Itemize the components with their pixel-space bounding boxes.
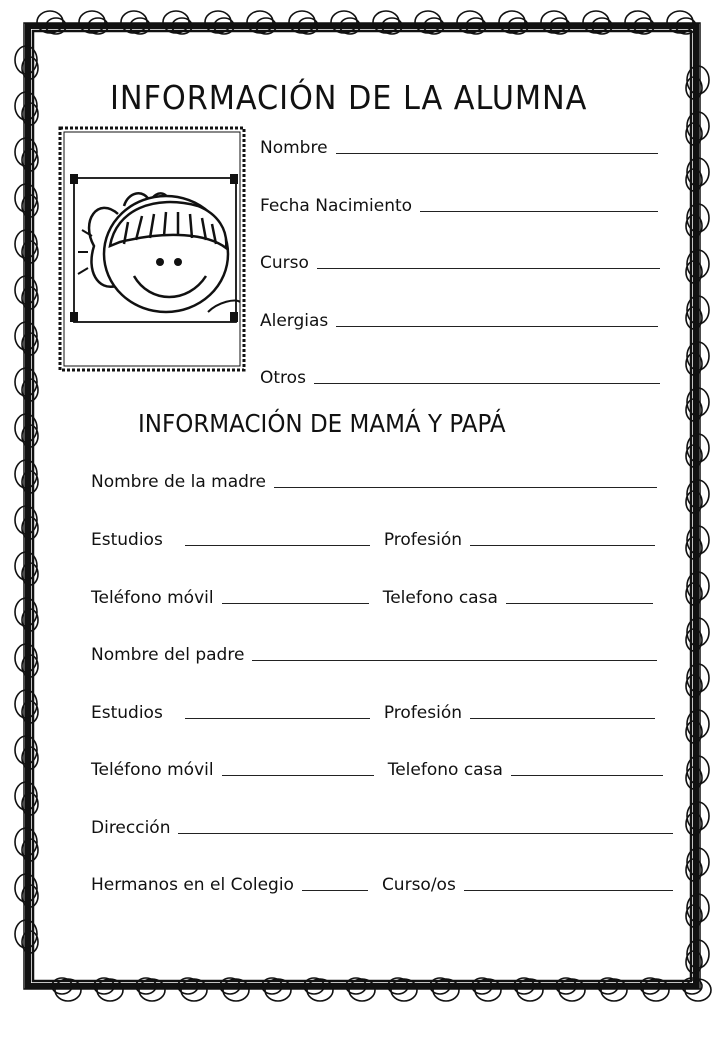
girl-portrait-icon [58,126,246,372]
mother-studies-label: Estudios [91,530,163,550]
allergies-row [260,311,658,331]
father-profession-label: Profesión [383,703,462,723]
birth-label: Fecha Nacimiento [260,196,413,216]
page-title: INFORMACIÓN DE LA ALUMNA [110,78,588,117]
father-name-row [91,645,657,665]
mother-studies-field[interactable] [185,544,370,546]
student-name-row [260,138,658,158]
course-row [260,253,660,273]
father-profession-field[interactable] [470,717,655,719]
father-phone-row [91,760,663,780]
father-home-phone-label: Telefono casa [387,760,503,780]
course-label: Curso [260,253,309,273]
others-field[interactable] [314,382,660,384]
allergies-label: Alergias [260,311,329,331]
siblings-course-field[interactable] [464,889,673,891]
course-field[interactable] [317,267,660,269]
father-studies-row [91,703,655,723]
siblings-label: Hermanos en el Colegio [91,875,294,895]
father-home-phone-field[interactable] [511,774,663,776]
father-studies-label: Estudios [91,703,163,723]
father-name-label: Nombre del padre [91,645,245,665]
mother-home-phone-field[interactable] [506,602,653,604]
father-mobile-field[interactable] [222,774,374,776]
mother-home-phone-label: Telefono casa [382,588,498,608]
others-row [260,368,660,388]
father-name-field[interactable] [252,659,657,661]
mother-mobile-label: Teléfono móvil [91,588,214,608]
birth-field[interactable] [420,210,658,212]
siblings-course-label: Curso/os [381,875,456,895]
mother-profession-field[interactable] [470,544,655,546]
parents-section-title: INFORMACIÓN DE MAMÁ Y PAPÁ [138,409,506,438]
mother-name-row [91,472,657,492]
address-field[interactable] [178,832,673,834]
mother-profession-label: Profesión [383,530,462,550]
father-mobile-label: Teléfono móvil [91,760,214,780]
address-label: Dirección [91,818,171,838]
mother-studies-row [91,530,655,550]
mother-phone-row [91,588,653,608]
allergies-field[interactable] [336,325,658,327]
birth-row [260,196,658,216]
address-row [91,818,673,838]
siblings-row [91,875,673,895]
mother-name-label: Nombre de la madre [91,472,266,492]
father-studies-field[interactable] [185,717,370,719]
mother-mobile-field[interactable] [222,602,369,604]
others-label: Otros [260,368,306,388]
siblings-field[interactable] [302,889,368,891]
mother-name-field[interactable] [274,486,657,488]
student-name-field[interactable] [336,152,658,154]
student-name-label: Nombre [260,138,328,158]
